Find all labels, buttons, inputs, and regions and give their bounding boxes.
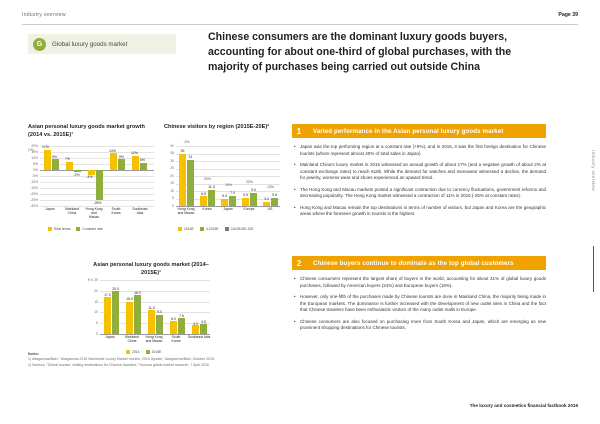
chart-title: Asian personal luxury goods market (2014–2015E)¹ bbox=[93, 262, 209, 276]
chart-title: Asian personal luxury goods market growth (2014 vs. 2015E)¹ bbox=[28, 124, 145, 138]
plot-area: 17.0 20.0 15.0 18.0 11.0 9.0 6.0 7.5 4.0 4.5 bbox=[100, 280, 210, 334]
chart-asian-market-size: Asian personal luxury goods market (2014–2015E)¹ € b 17.0 20.0 15.0 18.0 11.0 9.0 6.0 7.5 4.0 4.5 25 20 15 10 5 0 Japan Mainland China Hong Kong and Macau South Korea Southeast Asia 2014 2015E bbox=[86, 262, 216, 354]
chart-asian-growth: Asian personal luxury goods market growth (2014 vs. 2015E)¹ (%) 17% 9% 7% -2% -4% -25% 14% 9% 12% 6% 20% 15% 10% 5% 0% -5% -10% -15% -20% -25% -30% Japan Mainland China Hong Kong and Macau South Korea Southeast Asia Real terms Constant rate bbox=[28, 124, 156, 218]
section-label: Global luxury goods market bbox=[52, 40, 128, 48]
notes-title: Notes: bbox=[28, 352, 39, 356]
list-item: • However, only one-fifth of the purchases made by Chinese tourists are done in Mainland China, the majority being made in the European markets. The dominance is further increased with the development of new outlet sites in China and the fact that Chinese travelers have been enthusiastic visitors of the many outlet malls in Europe. bbox=[294, 294, 546, 314]
chart-legend: 2014 2015E bbox=[126, 350, 161, 354]
list-item: • Hong Kong and Macau remain the top destinations in terms of number of visitors, but Japan and Korea are the geographic areas where the foreseen growth in tourists is the highest. bbox=[294, 205, 546, 218]
page-title: Chinese consumers are the dominant luxury goods buyers, accounting for about one-third of global purchases, with the majority of purchases being carried out outside China bbox=[208, 31, 512, 74]
chart-legend: Real terms Constant rate bbox=[48, 227, 103, 231]
section-letter: G bbox=[33, 38, 46, 51]
callout-2-title: Chinese buyers continue to dominate as the top global customers bbox=[306, 256, 546, 270]
rail-accent-line bbox=[593, 246, 594, 292]
list-item: • The Hong Kong and Macau markets posted a significant contraction due to currency fluctuations, government reforms and decreasing popularity. The Hong Kong market witnessed a contraction of 11% in 2015 (-25% at constant rates). bbox=[294, 187, 546, 200]
list-item: • Chinese consumers represent the largest share of buyers in the world, accounting for about 31% of global luxury goods purchases, followed by American buyers (24%) and European buyers (18%). bbox=[294, 276, 546, 289]
chart-legend: 2015E 4-2015E CAGR15E-20E bbox=[178, 227, 254, 231]
chart-chinese-visitors: Chinese visitors by region (2015E-20E)² 35 31 6.5 11.0 5.0 7.0 5.5 9.0 3.0 5.5 -2% 20% 15% 22% 13% 40 35 30 25 20 15 10 5 0 Hong Kong and Macau Korea Japan Europe US 2015E 4-2015E CAGR15E-20E bbox=[164, 124, 286, 218]
page-header bbox=[22, 12, 578, 25]
chart-ylabel: € b bbox=[88, 278, 93, 282]
chart-title: Chinese visitors by region (2015E-20E)² bbox=[164, 124, 270, 130]
plot-area: 35 31 6.5 11.0 5.0 7.0 5.5 9.0 3.0 5.5 -2% 20% 15% 22% 13% bbox=[176, 146, 280, 206]
list-item: • Chinese consumers are also focused on purchasing more from South Korea and Japan, which are emerging as new prominent shopping destinations for Chinese tourists. bbox=[294, 319, 546, 332]
note-line: 2) Nomura, "Global tourism: shifting destinations for Chinese travelers," Nomura global market research, 7 April 2016. bbox=[28, 362, 210, 367]
list-item: • Japan was the top performing region at a constant rate (+9%), and in 2015, it was the first foreign destination for Chinese tourists (whom represent almost 40% of total sales in Japan). bbox=[294, 144, 546, 157]
list-item: • Mainland China's luxury market in 2015 witnessed an annual growth of about 17% (and a negative growth of about 2% at constant exchange rates) to reach €18b. While the demand for watches and menswear witnessed a decline, the demand for jewelry, womens wear and shoes experienced an upward trend. bbox=[294, 162, 546, 182]
callout-1-header bbox=[292, 124, 546, 138]
section-chip bbox=[28, 34, 176, 54]
notes bbox=[28, 352, 228, 368]
callout-2-header bbox=[292, 256, 546, 270]
chart-ylabel: (%) bbox=[28, 148, 34, 152]
callout-2-bullets bbox=[294, 276, 546, 337]
side-rail-label: Industry overview bbox=[591, 150, 596, 191]
callout-2-number: 2 bbox=[292, 256, 306, 270]
side-rail bbox=[588, 150, 596, 270]
note-line: 1) Altagamma/Bain, "Altagamma 2015 Worldwide Luxury Market monitor, 2015 Update," Altagamma/Bain, October 2015. bbox=[28, 357, 215, 362]
callout-1-bullets bbox=[294, 144, 546, 223]
page-footer: The luxury and cosmetics financial factbook 2016 bbox=[469, 403, 578, 408]
breadcrumb: Industry overview bbox=[22, 12, 66, 18]
callout-1-number: 1 bbox=[292, 124, 306, 138]
callout-1-title: Varied performance in the Asian personal luxury goods market bbox=[306, 124, 546, 138]
plot-area: 17% 9% 7% -2% -4% -25% 14% 9% 12% 6% bbox=[41, 145, 146, 205]
page-number: Page 39 bbox=[558, 12, 578, 18]
